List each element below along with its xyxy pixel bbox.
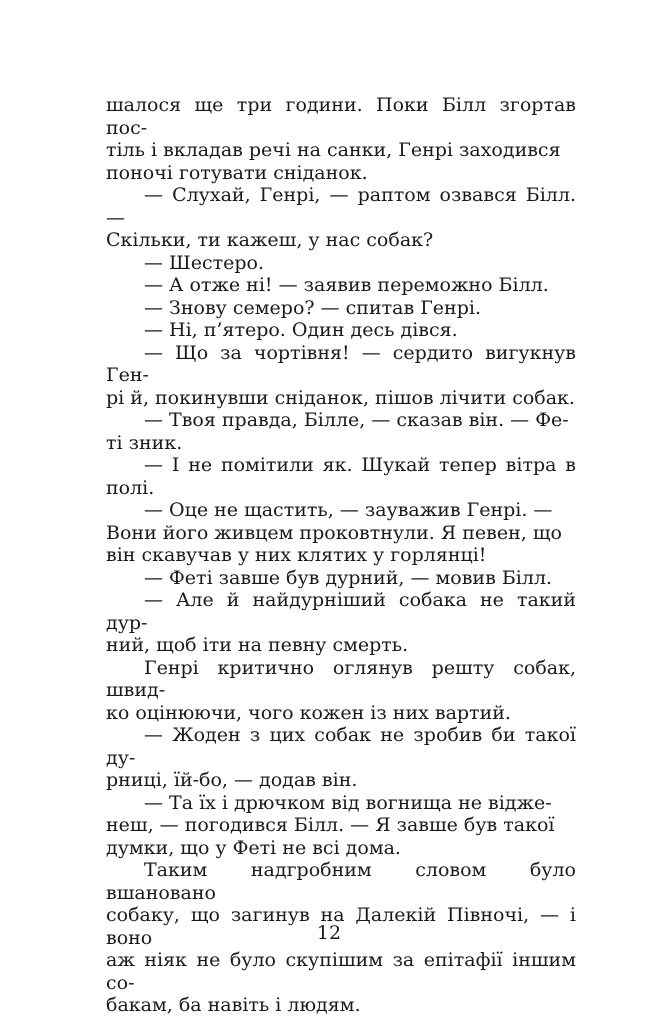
paragraph-5: — Знову семеро? — спитав Генрі. xyxy=(144,296,481,319)
paragraph-1: шалося ще три години. Поки Білл згортав пос- тіль і вкладав речі на санки, Генрі заходився поночі готувати сніданок. xyxy=(106,94,576,184)
paragraph-9: — І не помітили як. Шукай тепер вітра в полі. xyxy=(106,454,576,499)
page-number: 12 xyxy=(316,922,342,944)
paragraph-7: — Що за чортівня! — сердито вигукнув Ген- рі й, покинувши сніданок, пішов лічити собак. xyxy=(106,341,576,409)
paragraph-11: — Феті завше був дурний, — мовив Білл. xyxy=(144,566,553,589)
paragraph-12: — Але й найдурніший собака не такий дур- ний, щоб іти на певну смерть. xyxy=(106,589,576,656)
paragraph-8: — Твоя правда, Білле, — сказав він. — Фе- ті зник. xyxy=(106,409,569,454)
paragraph-14: — Жоден з цих собак не зробив би такої ду- рниці, їй-бо, — додав він. xyxy=(106,724,576,791)
paragraph-10: — Оце не щастить, — зауважив Генрі. — Вони його живцем проковтнули. Я певен, що він скавучав у них клятих у горлянці! xyxy=(106,499,562,566)
paragraph-4: — А отже ні! — заявив переможно Білл. xyxy=(144,274,549,296)
body-text xyxy=(106,94,576,1017)
paragraph-6: — Ні, п’ятеро. Один десь дівся. xyxy=(144,319,458,341)
paragraph-2: — Слухай, Генрі, — раптом озвався Білл. — Скільки, ти кажеш, у нас собак? xyxy=(106,184,576,251)
paragraph-13: Генрі критично оглянув решту собак, швид- ко оцінюючи, чого кожен із них вартий. xyxy=(106,656,576,724)
paragraph-15: — Та їх і дрючком від вогнища не відже- неш, — погодився Білл. — Я завше був такої думки, що у Феті не всі дома. xyxy=(106,791,555,859)
paragraph-16: Таким надгробним словом було вшановано собаку, що загинув на Далекій Півночі, — і воно аж ніяк не було скупішим за епітафії іншим со- бакам, ба навіть і людям. xyxy=(106,859,576,1016)
paragraph-3: — Шестеро. xyxy=(144,251,265,274)
